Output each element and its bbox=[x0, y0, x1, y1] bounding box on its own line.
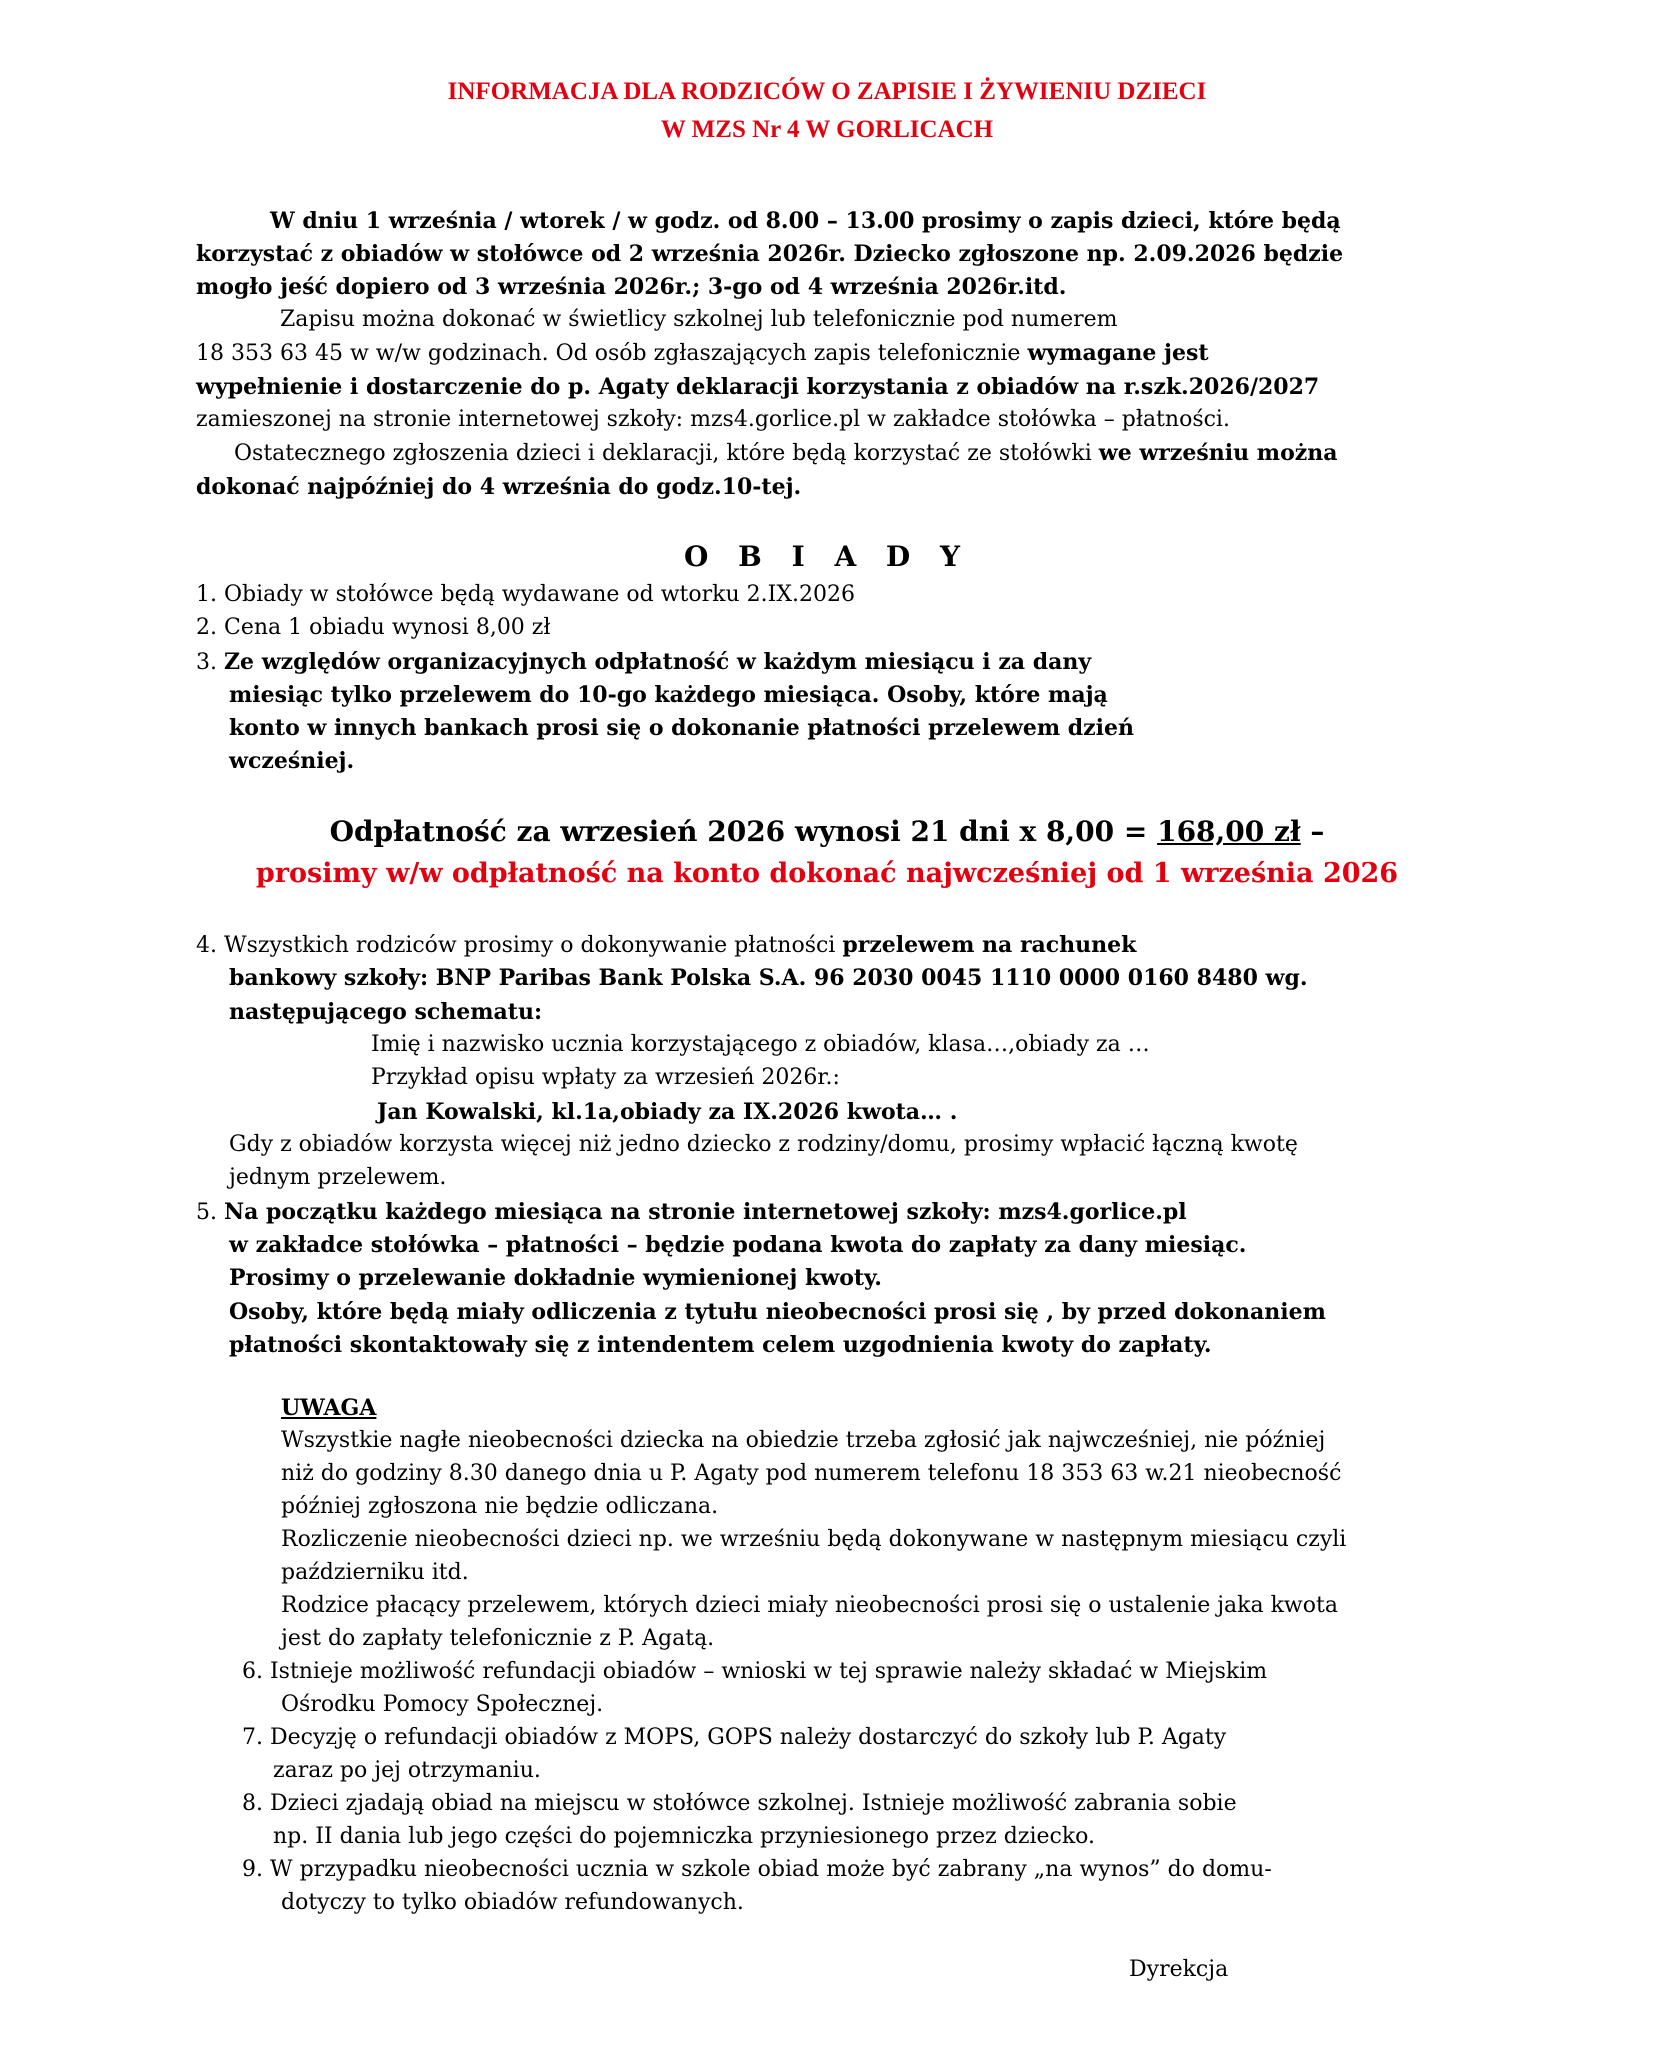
list-item-4-bold: przelewem na rachunek bbox=[842, 932, 1137, 958]
list-item-4-line-3: następującego schematu: bbox=[229, 999, 543, 1025]
intro-line-2: korzystać z obiadów w stołówce od 2 września 2026r. Dziecko zgłoszone np. 2.09.2026 będzie bbox=[196, 241, 1344, 267]
list-item-8-line-2: np. II dania lub jego części do pojemniczka przyniesionego przez dziecko. bbox=[273, 1824, 1096, 1849]
uwaga-line-2: niż do godziny 8.30 danego dnia u P. Agaty pod numerem telefonu 18 353 63 w.21 nieobecność bbox=[281, 1461, 1342, 1486]
list-item-2: 2. Cena 1 obiadu wynosi 8,00 zł bbox=[196, 615, 551, 640]
list-item-5-line-3: Prosimy o przelewanie dokładnie wymienionej kwoty. bbox=[229, 1265, 882, 1291]
intro-line-9: dokonać najpóźniej do 4 września do godz.10-tej. bbox=[196, 474, 802, 500]
payment-amount-line bbox=[0, 815, 1654, 848]
intro-line-7: zamieszonej na stronie internetowej szkoły: mzs4.gorlice.pl w zakładce stołówka – płatności. bbox=[196, 407, 1230, 432]
list-item-4-line-7: Gdy z obiadów korzysta więcej niż jedno dziecko z rodziny/domu, prosimy wpłacić łączną kwotę bbox=[229, 1132, 1298, 1157]
list-item-9-line-2: dotyczy to tylko obiadów refundowanych. bbox=[281, 1890, 744, 1915]
list-item-3-number: 3. bbox=[196, 650, 224, 675]
uwaga-line-7: jest do zapłaty telefonicznie z P. Agatą. bbox=[281, 1626, 715, 1651]
list-item-3-line-4: wcześniej. bbox=[229, 748, 355, 774]
intro-line-1: W dniu 1 września / wtorek / w godz. od 8.00 – 13.00 prosimy o zapis dzieci, które będą bbox=[270, 208, 1341, 234]
payment-instruction: prosimy w/w odpłatność na konto dokonać najwcześniej od 1 września 2026 bbox=[255, 858, 1399, 889]
list-item-6-line-2: Ośrodku Pomocy Społecznej. bbox=[281, 1692, 604, 1717]
list-item-3-line-2: miesiąc tylko przelewem do 10-go każdego miesiąca. Osoby, które mają bbox=[229, 682, 1108, 708]
list-item-5-number: 5. bbox=[196, 1200, 224, 1225]
payment-text: Odpłatność za wrzesień 2026 wynosi 21 dni x 8,00 = bbox=[329, 815, 1158, 848]
bank-account-line: bankowy szkoły: BNP Paribas Bank Polska S.A. 96 2030 0045 1110 0000 0160 8480 wg. bbox=[229, 965, 1308, 991]
intro-line-8-plain: Ostatecznego zgłoszenia dzieci i deklaracji, które będą korzystać ze stołówki bbox=[234, 441, 1099, 466]
list-item-5-line-2: w zakładce stołówka – płatności – będzie podana kwota do zapłaty za dany miesiąc. bbox=[229, 1232, 1247, 1258]
list-item-7-line-1: 7. Decyzję o refundacji obiadów z MOPS, GOPS należy dostarczyć do szkoły lub P. Agaty bbox=[242, 1725, 1227, 1750]
intro-line-5-plain: 18 353 63 45 w w/w godzinach. Od osób zgłaszających zapis telefonicznie bbox=[196, 341, 1028, 366]
list-item-7-line-2: zaraz po jej otrzymaniu. bbox=[273, 1758, 541, 1783]
intro-line-5-bold: wymagane jest bbox=[1027, 340, 1209, 366]
list-item-3-line-1 bbox=[196, 647, 1091, 678]
uwaga-line-4: Rozliczenie nieobecności dzieci np. we wrześniu będą dokonywane w następnym miesiącu czyli bbox=[281, 1527, 1347, 1552]
list-item-4-line-8: jednym przelewem. bbox=[229, 1165, 447, 1190]
list-item-5-line-5: płatności skontaktowały się z intendentem celem uzgodnienia kwoty do zapłaty. bbox=[229, 1332, 1212, 1358]
document-subtitle: W MZS Nr 4 W GORLICACH bbox=[660, 116, 994, 143]
intro-line-6: wypełnienie i dostarczenie do p. Agaty deklaracji korzystania z obiadów na r.szk.2026/2027 bbox=[196, 374, 1320, 400]
payment-dash: – bbox=[1300, 815, 1325, 848]
payment-amount: 168,00 zł bbox=[1157, 815, 1301, 848]
intro-line-3: mogło jeść dopiero od 3 września 2026r.; 3-go od 4 września 2026r.itd. bbox=[196, 274, 1067, 300]
list-item-3-line-3: konto w innych bankach prosi się o dokonanie płatności przelewem dzień bbox=[229, 715, 1135, 741]
list-item-8-line-1: 8. Dzieci zjadają obiad na miejscu w stołówce szkolnej. Istnieje możliwość zabrania sobie bbox=[242, 1791, 1237, 1816]
intro-line-4: Zapisu można dokonać w świetlicy szkolnej lub telefonicznie pod numerem bbox=[280, 307, 1118, 332]
uwaga-line-6: Rodzice płacący przelewem, których dzieci miały nieobecności prosi się o ustalenie jaka kwota bbox=[281, 1593, 1338, 1618]
signature: Dyrekcja bbox=[1129, 1957, 1229, 1982]
uwaga-line-5: październiku itd. bbox=[281, 1560, 469, 1585]
list-item-4-plain: 4. Wszystkich rodziców prosimy o dokonywanie płatności bbox=[196, 933, 843, 958]
payment-example-label: Przykład opisu wpłaty za wrzesień 2026r.: bbox=[371, 1065, 840, 1090]
uwaga-line-1: Wszystkie nagłe nieobecności dziecka na obiedzie trzeba zgłosić jak najwcześniej, nie później bbox=[281, 1428, 1326, 1453]
list-item-6-line-1: 6. Istnieje możliwość refundacji obiadów – wnioski w tej sprawie należy składać w Miejskim bbox=[242, 1659, 1268, 1684]
payment-example: Jan Kowalski, kl.1a,obiady za IX.2026 kwota… . bbox=[377, 1099, 958, 1125]
list-item-4-line-1 bbox=[196, 930, 1136, 961]
list-item-1: 1. Obiady w stołówce będą wydawane od wtorku 2.IX.2026 bbox=[196, 582, 855, 607]
intro-line-8-bold: we wrześniu można bbox=[1098, 440, 1338, 466]
section-title-obiady: O B I A D Y bbox=[684, 540, 970, 573]
intro-line-8 bbox=[234, 438, 1338, 469]
intro-line-5 bbox=[196, 338, 1209, 369]
list-item-9-line-1: 9. W przypadku nieobecności ucznia w szkole obiad może być zabrany „na wynos” do domu- bbox=[242, 1857, 1272, 1882]
list-item-3-text: Ze względów organizacyjnych odpłatność w każdym miesiącu i za dany bbox=[223, 649, 1092, 675]
uwaga-heading: UWAGA bbox=[281, 1395, 377, 1421]
list-item-5-text: Na początku każdego miesiąca na stronie internetowej szkoły: mzs4.gorlice.pl bbox=[223, 1199, 1187, 1225]
uwaga-line-3: później zgłoszona nie będzie odliczana. bbox=[281, 1494, 719, 1519]
payment-schema: Imię i nazwisko ucznia korzystającego z obiadów, klasa…,obiady za … bbox=[371, 1032, 1150, 1057]
document-title: INFORMACJA DLA RODZICÓW O ZAPISIE I ŻYWIENIU DZIECI bbox=[447, 78, 1207, 105]
list-item-5-line-4: Osoby, które będą miały odliczenia z tytułu nieobecności prosi się , by przed dokonaniem bbox=[229, 1299, 1326, 1325]
list-item-5-line-1 bbox=[196, 1197, 1187, 1228]
